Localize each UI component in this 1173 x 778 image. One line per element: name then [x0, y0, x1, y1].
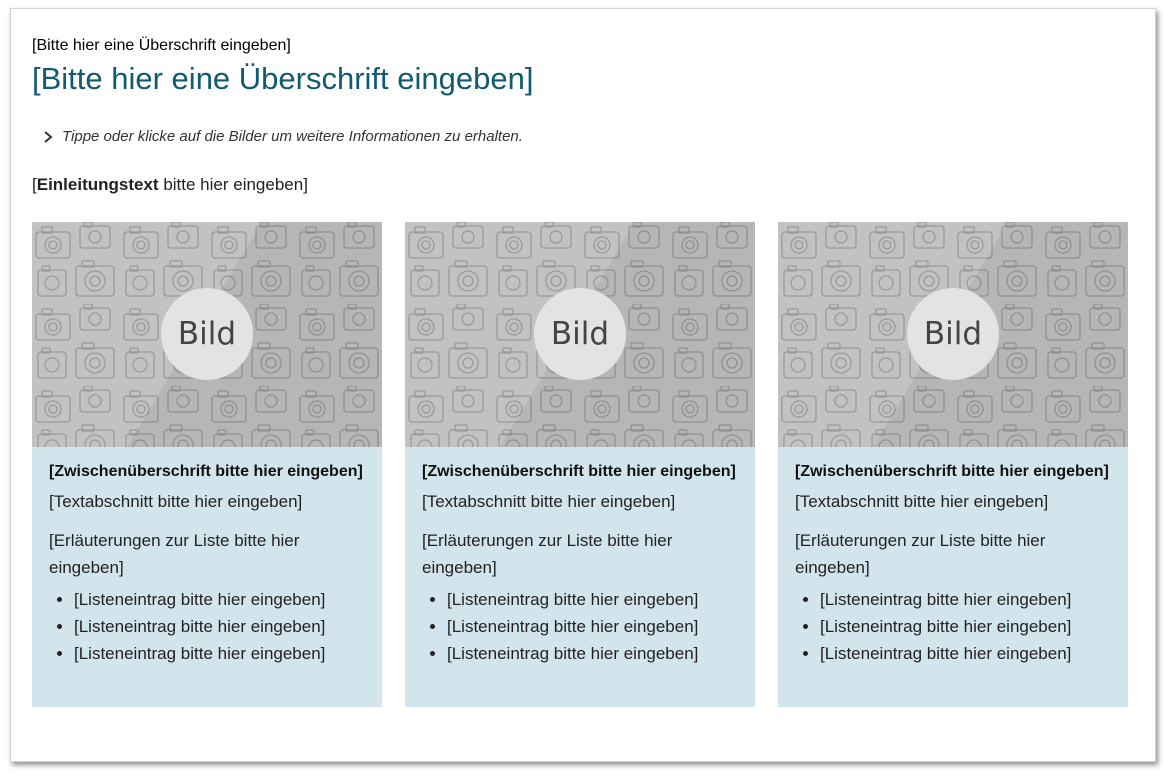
card-text: [Textabschnitt bitte hier eingeben] — [795, 492, 1049, 511]
list-item: • [Listeneintrag bitte hier eingeben] — [447, 586, 738, 613]
card-list-explanation: [Erläuterungen zur Liste bitte hier eingeben] — [422, 531, 673, 577]
image-placeholder-label: Bild — [161, 288, 253, 380]
card-image-3[interactable] — [778, 222, 1128, 447]
chevron-right-icon — [41, 130, 55, 144]
card-list-explanation: [Erläuterungen zur Liste bitte hier eingeben] — [795, 531, 1046, 577]
intro-rest: bitte hier eingeben] — [158, 175, 308, 194]
card-body-3 — [778, 447, 1128, 667]
list-item: • [Listeneintrag bitte hier eingeben] — [447, 640, 738, 667]
list-item: • [Listeneintrag bitte hier eingeben] — [74, 613, 365, 640]
card-heading: [Zwischenüberschrift bitte hier eingeben] — [49, 463, 363, 480]
card-text: [Textabschnitt bitte hier eingeben] — [49, 492, 303, 511]
image-placeholder-label: Bild — [907, 288, 999, 380]
list-item: • [Listeneintrag bitte hier eingeben] — [820, 586, 1111, 613]
card-text: [Textabschnitt bitte hier eingeben] — [422, 492, 676, 511]
info-card-2[interactable] — [405, 222, 755, 707]
list-item: • [Listeneintrag bitte hier eingeben] — [820, 640, 1111, 667]
card-body-1 — [32, 447, 382, 667]
page-title: [Bitte hier eine Überschrift eingeben] — [32, 61, 534, 96]
card-image-1[interactable] — [32, 222, 382, 447]
card-heading: [Zwischenüberschrift bitte hier eingeben] — [795, 463, 1109, 480]
intro-text — [32, 175, 308, 195]
image-placeholder-label: Bild — [534, 288, 626, 380]
content-frame — [10, 8, 1156, 762]
list-item: • [Listeneintrag bitte hier eingeben] — [820, 613, 1111, 640]
list-item: • [Listeneintrag bitte hier eingeben] — [74, 640, 365, 667]
card-list — [795, 586, 1111, 667]
intro-bold: Einleitungstext — [36, 175, 159, 194]
hint-text: Tippe oder klicke auf die Bilder um weitere Informationen zu erhalten. — [62, 128, 523, 145]
card-heading: [Zwischenüberschrift bitte hier eingeben] — [422, 463, 736, 480]
card-body-2 — [405, 447, 755, 667]
card-list — [49, 586, 365, 667]
info-card-3[interactable] — [778, 222, 1128, 707]
hint-row — [41, 128, 523, 145]
page-kicker: [Bitte hier eine Überschrift eingeben] — [32, 37, 291, 54]
info-card-1[interactable] — [32, 222, 382, 707]
card-image-2[interactable] — [405, 222, 755, 447]
card-list-explanation: [Erläuterungen zur Liste bitte hier eingeben] — [49, 531, 300, 577]
card-list — [422, 586, 738, 667]
intro-open-bracket: [ — [32, 175, 37, 194]
list-item: • [Listeneintrag bitte hier eingeben] — [447, 613, 738, 640]
list-item: • [Listeneintrag bitte hier eingeben] — [74, 586, 365, 613]
